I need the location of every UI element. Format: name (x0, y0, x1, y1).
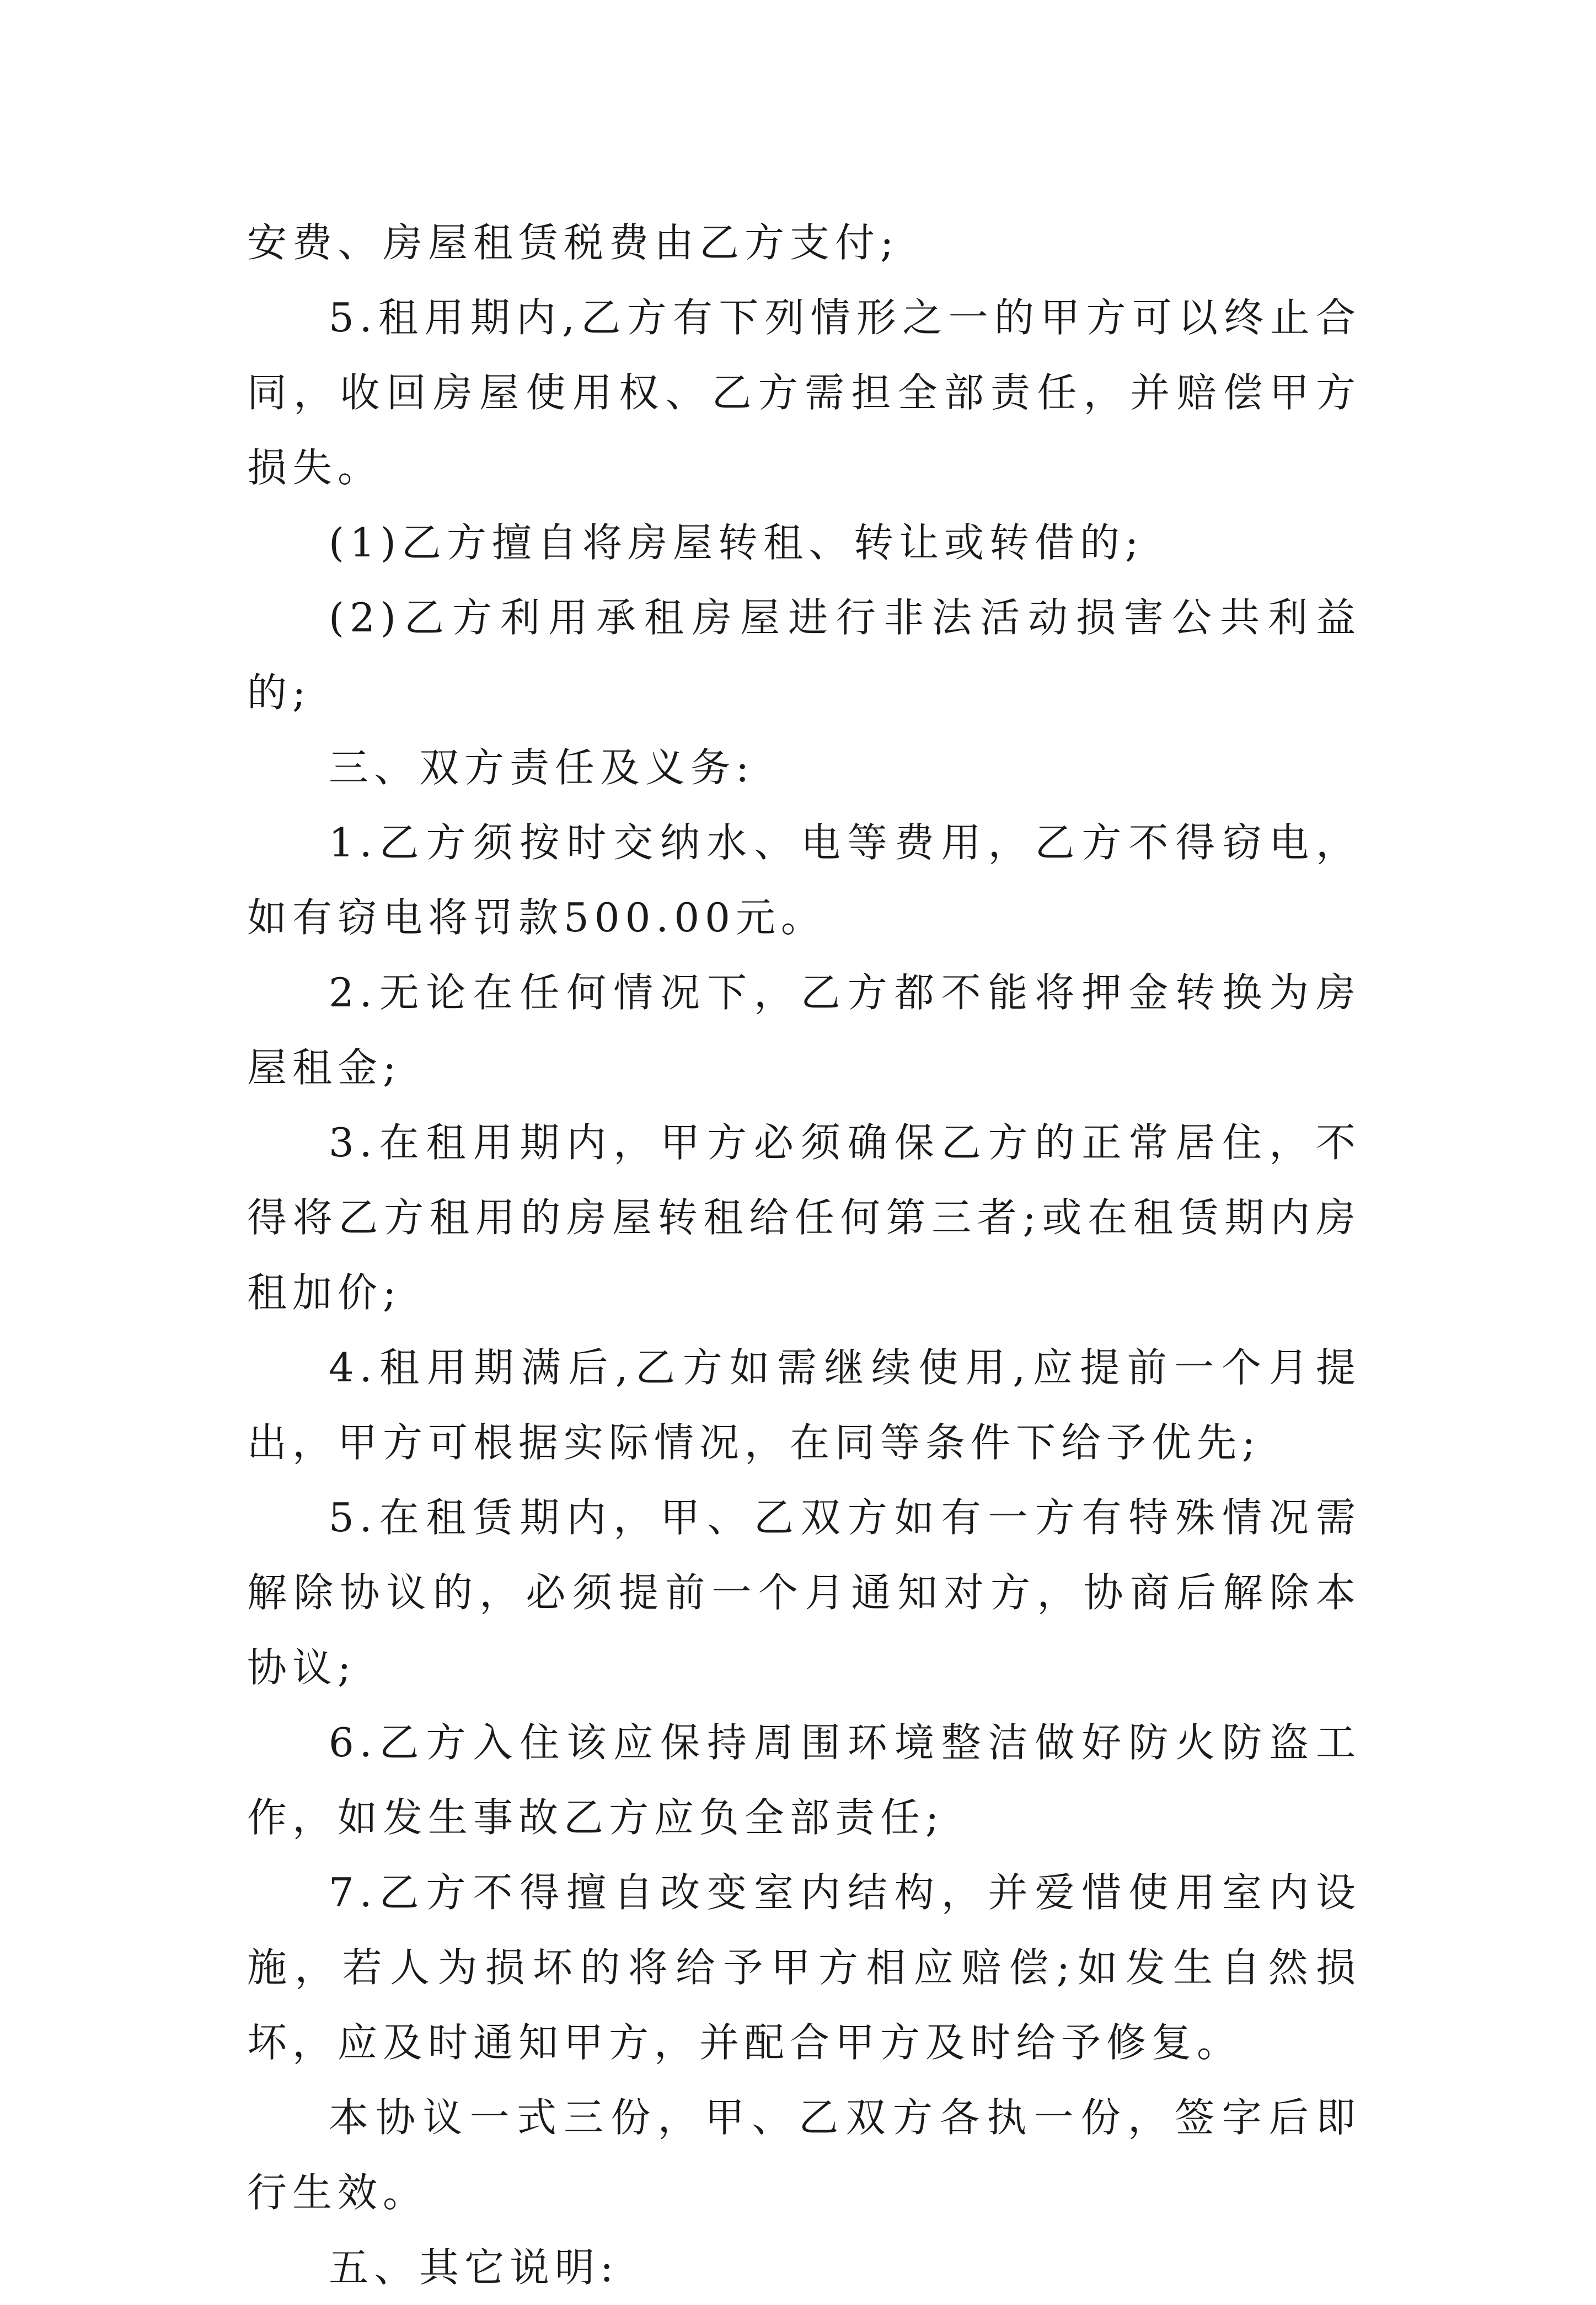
paragraph-copies-effective: 本协议一式三份，甲、乙双方各执一份，签字后即行生效。 (247, 2094, 1361, 2216)
paragraph-landlord-obligation: 3.在租用期内，甲方必须确保乙方的正常居住，不得将乙方租用的房屋转租给任何第三者;或在租赁期内房租加价; (247, 1119, 1361, 1316)
document-body (247, 205, 1361, 2305)
paragraph-termination-clause: 5.租用期内,乙方有下列情形之一的甲方可以终止合同，收回房屋使用权、乙方需担全部责任，并赔偿甲方损失。 (247, 294, 1361, 491)
paragraph-fire-safety: 6.乙方入住该应保持周围环境整洁做好防火防盗工作，如发生事故乙方应负全部责任; (247, 1719, 1361, 1841)
paragraph-deposit: 2.无论在任何情况下，乙方都不能将押金转换为房屋租金; (247, 969, 1361, 1091)
section-heading-responsibilities: 三、双方责任及义务: (329, 744, 755, 791)
paragraph-renewal: 4.租用期满后,乙方如需继续使用,应提前一个月提出，甲方可根据实际情况，在同等条件下给予优先; (247, 1344, 1361, 1466)
paragraph-utilities: 1.乙方须按时交纳水、电等费用，乙方不得窃电，如有窃电将罚款500.00元。 (247, 819, 1361, 941)
paragraph-fees-continued: 安费、房屋租赁税费由乙方支付; (247, 219, 899, 266)
paragraph-illegal-use-case: (2)乙方利用承租房屋进行非法活动损害公共利益的; (247, 594, 1361, 716)
paragraph-sublet-case: (1)乙方擅自将房屋转租、转让或转借的; (329, 519, 1144, 566)
paragraph-early-termination: 5.在租赁期内，甲、乙双方如有一方有特殊情况需解除协议的，必须提前一个月通知对方，协商后解除本协议; (247, 1494, 1361, 1691)
section-heading-other-notes: 五、其它说明: (329, 2244, 619, 2291)
paragraph-structure-damage: 7.乙方不得擅自改变室内结构，并爱惜使用室内设施，若人为损坏的将给予甲方相应赔偿;如发生自然损坏，应及时通知甲方，并配合甲方及时给予修复。 (247, 1869, 1361, 2066)
